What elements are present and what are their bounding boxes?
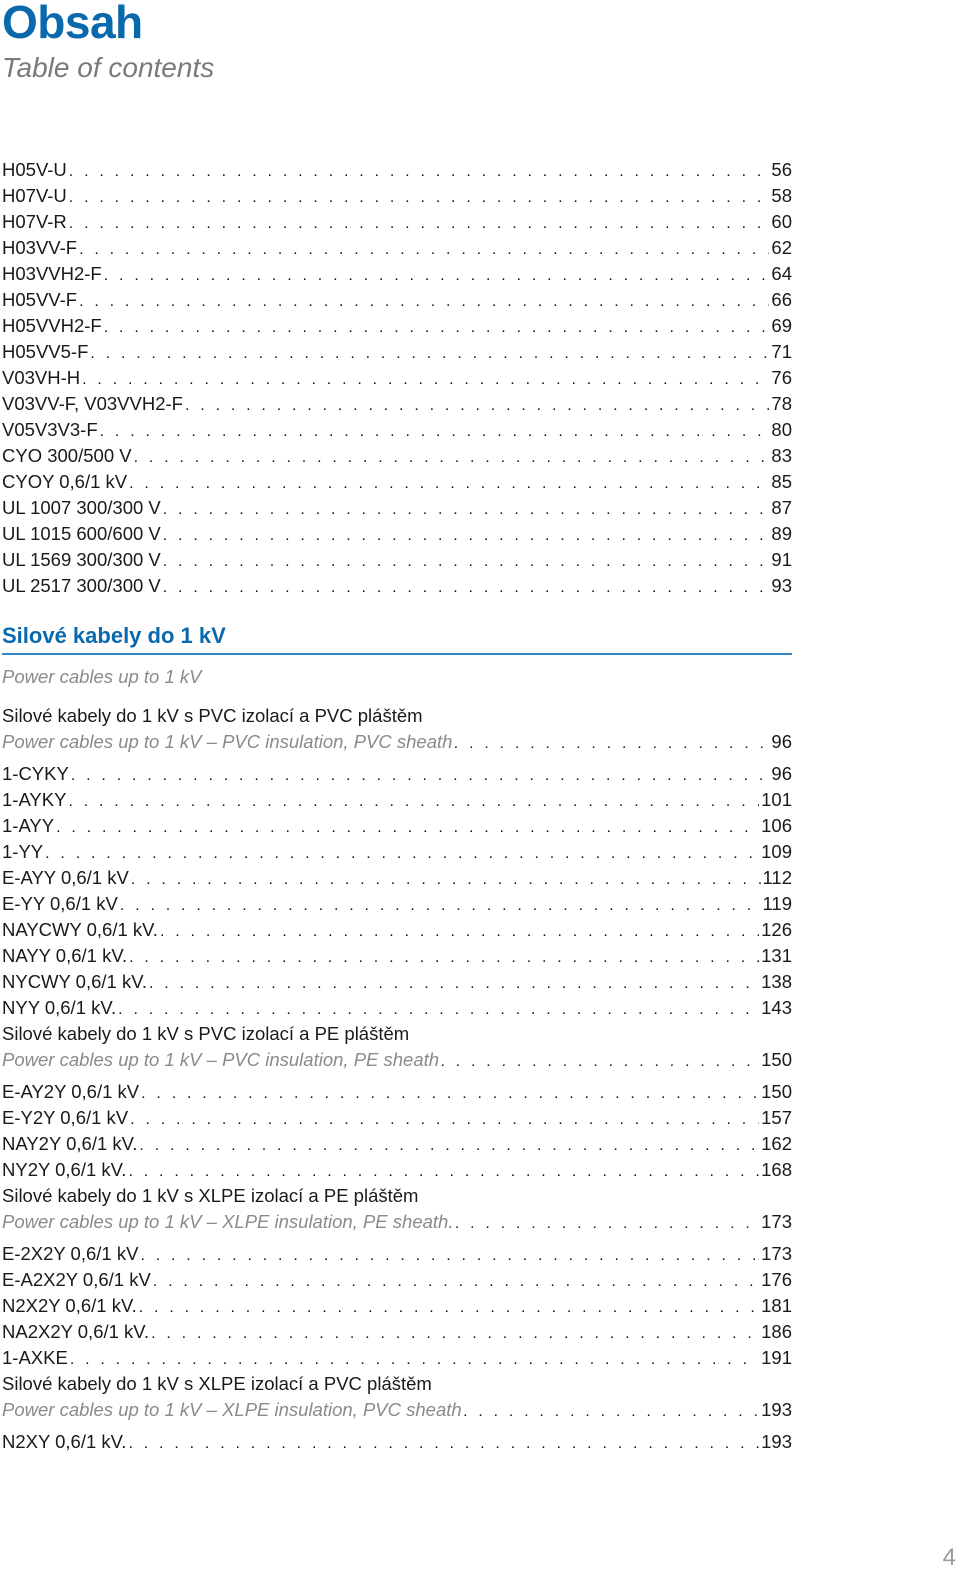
dot-leader	[45, 841, 759, 867]
dot-leader	[90, 341, 769, 367]
entry-label: NYCWY 0,6/1 kV.	[2, 971, 147, 992]
entry-page-number: 173	[761, 1211, 792, 1232]
entry-page-number: 186	[761, 1321, 792, 1342]
dot-leader	[151, 1321, 759, 1347]
entry-page-number: 85	[771, 471, 792, 492]
dot-leader	[71, 763, 770, 789]
entry-page-number: 56	[771, 159, 792, 180]
entry-label: E-AY2Y 0,6/1 kV	[2, 1081, 140, 1102]
entry-page-number: 58	[771, 185, 792, 206]
entry-page-number: 143	[761, 997, 792, 1018]
dot-leader	[163, 523, 770, 549]
toc-entry[interactable]	[2, 417, 792, 443]
section-heading: Silové kabely do 1 kV	[2, 619, 792, 655]
toc-entry[interactable]	[2, 813, 792, 839]
entry-page-number: 168	[761, 1159, 792, 1180]
dot-leader	[118, 997, 759, 1023]
toc-entry[interactable]	[2, 469, 792, 495]
dot-leader	[129, 471, 769, 497]
section-subheading: Power cables up to 1 kV	[2, 666, 202, 687]
toc-entry[interactable]	[2, 1429, 792, 1455]
group-english-entry[interactable]	[2, 1047, 792, 1073]
dot-leader	[104, 263, 770, 289]
entry-page-number: 109	[761, 841, 792, 862]
dot-leader	[130, 1107, 759, 1133]
entry-label: E-Y2Y 0,6/1 kV	[2, 1107, 129, 1128]
dot-leader	[141, 1081, 759, 1107]
entry-label: E-AYY 0,6/1 kV	[2, 867, 129, 888]
dot-leader	[82, 367, 769, 393]
entry-page-number: 150	[761, 1081, 792, 1102]
toc-entry[interactable]	[2, 839, 792, 865]
toc-entry[interactable]	[2, 1319, 792, 1345]
entry-label: CYO 300/500 V	[2, 445, 132, 466]
dot-leader	[104, 315, 770, 341]
page-title: Obsah	[2, 0, 143, 48]
entry-page-number: 66	[771, 289, 792, 310]
toc-entry[interactable]	[2, 1105, 792, 1131]
entry-label: H05VV-F	[2, 289, 78, 310]
dot-leader	[120, 893, 761, 919]
dot-leader	[69, 211, 770, 237]
dot-leader	[185, 393, 769, 419]
entry-label: 1-AYKY	[2, 789, 67, 810]
entry-label: N2X2Y 0,6/1 kV.	[2, 1295, 137, 1316]
toc-entry[interactable]	[2, 995, 792, 1021]
entry-page-number: 93	[771, 575, 792, 596]
toc-entry[interactable]	[2, 1157, 792, 1183]
entry-page-number: 176	[761, 1269, 792, 1290]
entry-label: UL 1007 300/300 V	[2, 497, 161, 518]
entry-page-number: 69	[771, 315, 792, 336]
dot-leader	[163, 549, 770, 575]
page-number: 4	[942, 1544, 956, 1571]
dot-leader	[69, 159, 770, 185]
dot-leader	[56, 815, 759, 841]
dot-leader	[100, 419, 770, 445]
entry-label: V03VH-H	[2, 367, 81, 388]
entry-label: NYY 0,6/1 kV.	[2, 997, 117, 1018]
entry-page-number: 96	[771, 763, 792, 784]
toc-entry[interactable]	[2, 1131, 792, 1157]
toc-entry[interactable]	[2, 339, 792, 365]
entry-page-number: 157	[761, 1107, 792, 1128]
dot-leader	[454, 731, 769, 757]
entry-page-number: 162	[761, 1133, 792, 1154]
toc-entry[interactable]	[2, 969, 792, 995]
toc-entry[interactable]	[2, 547, 792, 573]
dot-leader	[139, 1133, 759, 1159]
toc-entry[interactable]	[2, 1241, 792, 1267]
dot-leader	[139, 1295, 759, 1321]
toc-entry[interactable]	[2, 287, 792, 313]
entry-page-number: 60	[771, 211, 792, 232]
entry-page-number: 191	[761, 1347, 792, 1368]
dot-leader	[70, 1347, 759, 1373]
entry-page-number: 71	[771, 341, 792, 362]
group-heading: Silové kabely do 1 kV s XLPE izolací a PE pláštěm	[2, 1185, 419, 1206]
group-heading: Silové kabely do 1 kV s XLPE izolací a PVC pláštěm	[2, 1373, 432, 1394]
dot-leader	[163, 497, 770, 523]
entry-page-number: 150	[761, 1049, 792, 1070]
dot-leader	[128, 1159, 759, 1185]
toc-entry[interactable]	[2, 443, 792, 469]
entry-label: CYOY 0,6/1 kV	[2, 471, 128, 492]
dot-leader	[455, 1211, 759, 1237]
table-of-contents	[2, 157, 792, 1455]
entry-label: H03VV-F	[2, 237, 78, 258]
entry-page-number: 106	[761, 815, 792, 836]
entry-label: 1-YY	[2, 841, 44, 862]
entry-label: NAYCWY 0,6/1 kV.	[2, 919, 158, 940]
toc-entry[interactable]	[2, 573, 792, 599]
dot-leader	[149, 971, 759, 997]
entry-label: UL 2517 300/300 V	[2, 575, 161, 596]
entry-label: H05V-U	[2, 159, 67, 180]
groups-list	[2, 703, 792, 1455]
entry-page-number: 181	[761, 1295, 792, 1316]
entry-page-number: 131	[761, 945, 792, 966]
intro-list	[2, 157, 792, 599]
entry-page-number: 83	[771, 445, 792, 466]
entry-label: Power cables up to 1 kV – PVC insulation, PE sheath	[2, 1049, 440, 1070]
dot-leader	[163, 575, 770, 601]
entry-page-number: 96	[771, 731, 792, 752]
toc-entry[interactable]	[2, 1345, 792, 1371]
dot-leader	[153, 1269, 759, 1295]
entry-label: NA2X2Y 0,6/1 kV.	[2, 1321, 150, 1342]
toc-entry[interactable]	[2, 865, 792, 891]
entry-label: UL 1015 600/600 V	[2, 523, 161, 544]
toc-entry[interactable]	[2, 157, 792, 183]
toc-entry[interactable]	[2, 209, 792, 235]
entry-page-number: 64	[771, 263, 792, 284]
group-heading: Silové kabely do 1 kV s PVC izolací a PE pláštěm	[2, 1023, 410, 1044]
entry-label: UL 1569 300/300 V	[2, 549, 161, 570]
entry-page-number: 78	[771, 393, 792, 414]
toc-entry[interactable]	[2, 891, 792, 917]
toc-entry[interactable]	[2, 1079, 792, 1105]
dot-leader	[69, 185, 770, 211]
entry-label: N2XY 0,6/1 kV.	[2, 1431, 127, 1452]
entry-label: NAY2Y 0,6/1 kV.	[2, 1133, 138, 1154]
toc-entry[interactable]	[2, 183, 792, 209]
group-english-entry[interactable]	[2, 1397, 792, 1423]
entry-label: H05VVH2-F	[2, 315, 102, 336]
entry-label: NY2Y 0,6/1 kV.	[2, 1159, 127, 1180]
entry-label: V05V3V3-F	[2, 419, 98, 440]
entry-page-number: 62	[771, 237, 792, 258]
entry-page-number: 101	[761, 789, 792, 810]
dot-leader	[68, 789, 759, 815]
entry-label: H03VVH2-F	[2, 263, 102, 284]
entry-page-number: 193	[761, 1399, 792, 1420]
page-subtitle: Table of contents	[2, 52, 215, 83]
entry-page-number: 173	[761, 1243, 792, 1264]
group-english-entry[interactable]	[2, 729, 792, 755]
entry-page-number: 119	[762, 893, 792, 914]
entry-label: H05VV5-F	[2, 341, 89, 362]
entry-page-number: 91	[771, 549, 792, 570]
toc-entry[interactable]	[2, 917, 792, 943]
toc-entry[interactable]	[2, 761, 792, 787]
entry-page-number: 126	[761, 919, 792, 940]
entry-label: Power cables up to 1 kV – PVC insulation, PVC sheath	[2, 731, 453, 752]
dot-leader	[131, 867, 761, 893]
toc-entry[interactable]	[2, 261, 792, 287]
entry-page-number: 80	[771, 419, 792, 440]
entry-label: 1-AYY	[2, 815, 55, 836]
entry-page-number: 89	[771, 523, 792, 544]
entry-page-number: 112	[762, 867, 792, 888]
dot-leader	[129, 945, 759, 971]
entry-label: H07V-U	[2, 185, 67, 206]
toc-entry[interactable]	[2, 495, 792, 521]
dot-leader	[441, 1049, 759, 1075]
toc-entry[interactable]	[2, 1267, 792, 1293]
toc-entry[interactable]	[2, 943, 792, 969]
dot-leader	[79, 237, 769, 263]
entry-label: E-2X2Y 0,6/1 kV	[2, 1243, 139, 1264]
entry-page-number: 87	[771, 497, 792, 518]
entry-label: Power cables up to 1 kV – XLPE insulation, PVC sheath	[2, 1399, 462, 1420]
entry-label: H07V-R	[2, 211, 67, 232]
dot-leader	[128, 1431, 759, 1457]
toc-entry[interactable]	[2, 235, 792, 261]
toc-entry[interactable]	[2, 313, 792, 339]
entry-label: NAYY 0,6/1 kV.	[2, 945, 128, 966]
group-heading: Silové kabely do 1 kV s PVC izolací a PVC pláštěm	[2, 705, 423, 726]
entry-label: E-A2X2Y 0,6/1 kV	[2, 1269, 151, 1290]
entry-label: Power cables up to 1 kV – XLPE insulation, PE sheath.	[2, 1211, 454, 1232]
entry-label: E-YY 0,6/1 kV	[2, 893, 118, 914]
group-english-entry[interactable]	[2, 1209, 792, 1235]
dot-leader	[134, 445, 770, 471]
entry-page-number: 138	[761, 971, 792, 992]
entry-label: 1-CYKY	[2, 763, 69, 784]
toc-entry[interactable]	[2, 521, 792, 547]
dot-leader	[79, 289, 769, 315]
dot-leader	[464, 1399, 759, 1425]
toc-entry[interactable]	[2, 391, 792, 417]
toc-entry[interactable]	[2, 787, 792, 813]
entry-label: 1-AXKE	[2, 1347, 68, 1368]
toc-entry[interactable]	[2, 365, 792, 391]
entry-label: V03VV-F, V03VVH2-F	[2, 393, 183, 414]
dot-leader	[140, 1243, 759, 1269]
toc-entry[interactable]	[2, 1293, 792, 1319]
entry-page-number: 193	[761, 1431, 792, 1452]
dot-leader	[160, 919, 759, 945]
entry-page-number: 76	[771, 367, 792, 388]
